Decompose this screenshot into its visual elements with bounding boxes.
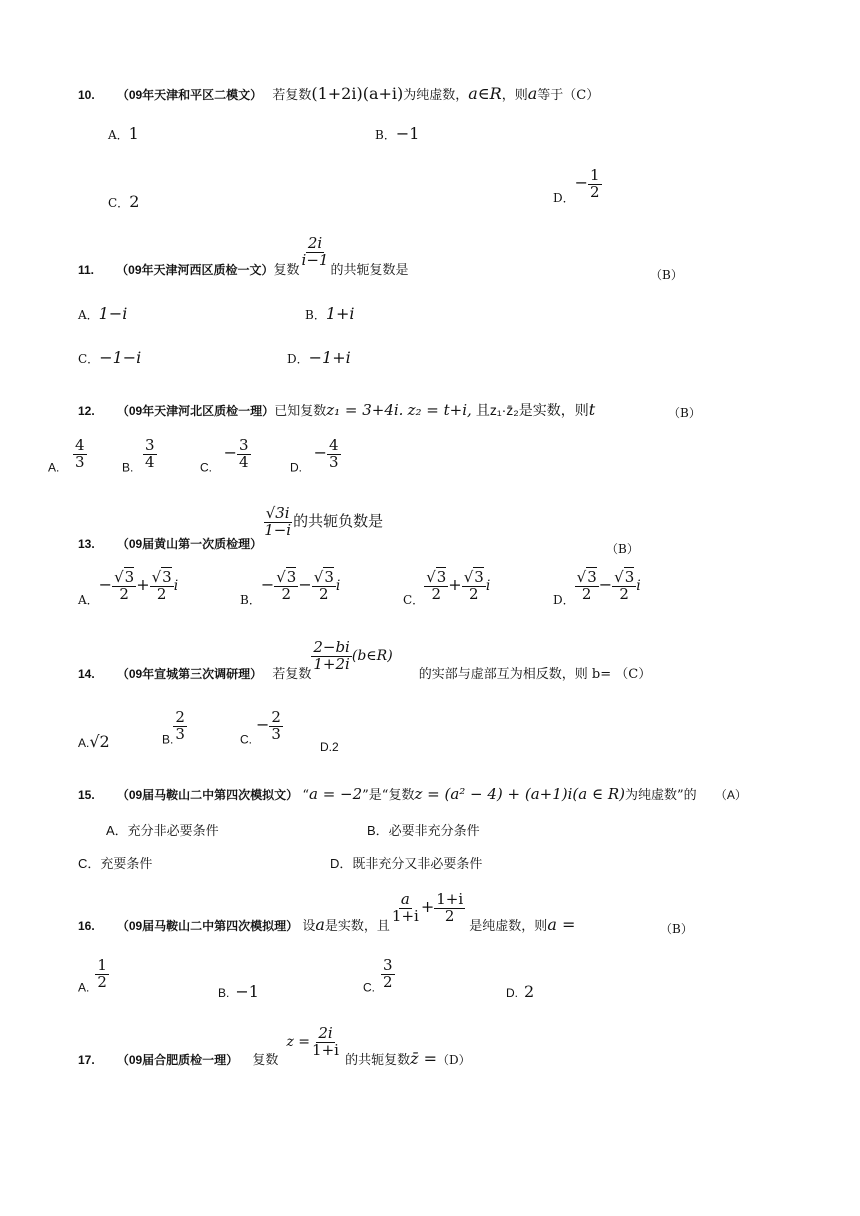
option-fraction — [381, 958, 395, 991]
question-source: （09届马鞍山二中第四次模拟文） — [116, 788, 299, 802]
option-label: C. — [200, 460, 212, 475]
option-value: −1 — [235, 982, 259, 1001]
fraction-numerator: 3 — [239, 436, 249, 454]
question-10 — [78, 84, 599, 103]
option-fraction — [575, 570, 599, 603]
option-c — [363, 958, 395, 995]
option-a — [78, 958, 109, 995]
option-text: 必要非充分条件 — [388, 823, 480, 838]
question-number: 11. — [78, 262, 95, 277]
question-stem: 且z₁·z̄₂是实数，则 — [475, 402, 589, 418]
answer-key: （A） — [714, 788, 747, 802]
question-number: 12. — [78, 404, 95, 418]
option-sign: − — [574, 172, 589, 192]
fraction-denominator: 3 — [329, 452, 339, 471]
imaginary-unit: i — [636, 577, 641, 594]
math-variable: t — [588, 400, 596, 419]
option-value: −1 — [395, 124, 420, 143]
operator: − — [298, 574, 312, 594]
option-value: 2 — [129, 192, 140, 211]
question-stem: ”是“复数 — [362, 788, 415, 803]
option-text: 既非充分又非必要条件 — [352, 856, 483, 871]
question-number: 17. — [78, 1052, 95, 1067]
option-value: −1+i — [308, 348, 351, 367]
sqrt-radicand: 3 — [436, 568, 447, 586]
sqrt-symbol: √ — [276, 568, 286, 586]
fraction-denominator: i−1 — [301, 250, 329, 269]
option-value: 2 — [524, 982, 535, 1001]
fraction-denominator: 2 — [319, 584, 329, 603]
fraction-denominator: 4 — [144, 452, 155, 471]
option-value: √2 — [89, 732, 110, 751]
fraction-numerator: 3 — [144, 436, 155, 454]
sqrt-symbol: √ — [426, 568, 436, 586]
sqrt-symbol: √ — [114, 568, 124, 586]
math-variable: a — [527, 84, 538, 103]
fraction-denominator: 1+2i — [313, 654, 350, 673]
option-fraction — [312, 570, 336, 603]
option-label: A． — [78, 592, 99, 607]
option-label: A． — [78, 308, 99, 322]
option-fraction — [424, 570, 448, 603]
option-b — [305, 304, 355, 323]
option-c — [78, 348, 141, 367]
option-label: B. — [218, 986, 230, 1000]
sqrt-radicand: 3 — [324, 568, 334, 586]
math-expression: z₂ = t+i, — [407, 401, 472, 419]
option-label: D. — [506, 986, 518, 1000]
fraction-denominator: 1+i — [312, 1040, 339, 1059]
fraction-denominator: 2 — [619, 584, 629, 603]
imaginary-unit: i — [335, 577, 341, 594]
option-a — [78, 732, 110, 751]
fraction-denominator: 2 — [119, 584, 129, 603]
answer-key: （B） — [660, 922, 693, 936]
option-label: D． — [553, 190, 575, 205]
question-stem: 的共轭复数是 — [330, 262, 409, 278]
question-stem: 为纯虚数， — [403, 88, 469, 103]
answer-key: （B） — [668, 406, 701, 420]
fraction-denominator: 2 — [281, 584, 292, 603]
option-label: B． — [240, 592, 261, 607]
imaginary-unit: i — [485, 577, 491, 594]
option-label: B． — [305, 308, 326, 322]
option-a — [78, 304, 127, 323]
option-fraction — [95, 958, 109, 991]
stem-fraction — [390, 892, 421, 925]
option-label: D． — [287, 352, 309, 366]
option-b — [240, 570, 340, 608]
math-expression: z̄ = — [410, 1048, 438, 1068]
question-15 — [78, 784, 747, 803]
fraction-denominator: 2 — [431, 584, 442, 603]
math-expression: z₁ = 3+4i. — [326, 401, 404, 419]
option-c — [200, 438, 251, 475]
sqrt-symbol: √ — [463, 568, 474, 586]
fraction-denominator: 2 — [383, 972, 393, 991]
option-fraction — [143, 438, 157, 471]
option-d — [506, 982, 534, 1001]
option-fraction — [327, 438, 341, 471]
question-number: 13. — [78, 536, 95, 551]
fraction-numerator: 1 — [590, 166, 600, 184]
option-fraction — [173, 710, 187, 743]
question-number: 15. — [78, 788, 95, 802]
math-expression: a = — [547, 914, 576, 934]
option-label: B. — [122, 460, 134, 475]
question-stem: 的共轭复数 — [345, 1052, 411, 1068]
question-12 — [78, 400, 595, 420]
sqrt-symbol: √ — [313, 568, 324, 586]
option-c — [403, 570, 490, 608]
option-d — [553, 570, 641, 608]
sqrt-radicand: 3 — [624, 568, 635, 586]
option-b — [367, 820, 480, 839]
option-label: A. — [78, 736, 90, 750]
operator: − — [598, 574, 613, 594]
question-17 — [78, 1026, 471, 1068]
stem-fraction — [310, 1026, 341, 1059]
fraction-numerator: 4 — [74, 436, 85, 454]
answer-key: （B） — [650, 268, 683, 282]
option-a — [78, 570, 178, 608]
fraction-numerator: 3 — [383, 956, 393, 974]
fraction-numerator: 1 — [97, 956, 107, 974]
option-c — [78, 853, 152, 872]
option-d: D.2 — [320, 740, 339, 754]
option-d — [553, 168, 602, 206]
option-fraction — [588, 168, 602, 201]
option-fraction — [612, 570, 636, 603]
fraction-denominator: 1+i — [391, 906, 419, 925]
option-b — [375, 124, 419, 143]
answer-key: （B） — [606, 542, 639, 556]
option-sign: − — [223, 442, 238, 462]
sqrt-radicand: 3 — [474, 568, 484, 586]
imaginary-unit: i — [173, 577, 179, 594]
question-13 — [78, 506, 383, 552]
option-label: B． — [367, 823, 389, 838]
sqrt-radicand: 3 — [124, 568, 135, 586]
math-expression: (b∈R) — [351, 647, 393, 664]
fraction-denominator: 1−i — [264, 520, 292, 539]
option-sign: − — [98, 574, 113, 594]
sqrt-symbol: √ — [151, 568, 162, 586]
stem-fraction — [262, 506, 293, 539]
sqrt-radicand: 3 — [286, 568, 297, 586]
option-fraction — [274, 570, 298, 603]
question-stem: 为纯虚数”的 — [625, 788, 697, 803]
option-a — [108, 124, 139, 143]
option-b — [218, 982, 259, 1001]
option-fraction — [269, 710, 283, 743]
option-text: 充要条件 — [100, 856, 153, 871]
option-fraction — [462, 570, 486, 603]
option-label: A． — [108, 128, 129, 142]
option-d — [290, 438, 341, 475]
math-expression: z = — [286, 1033, 311, 1050]
option-label: B. — [162, 732, 174, 747]
sqrt-symbol: √ — [576, 568, 587, 586]
option-label: A． — [106, 823, 128, 838]
answer-key: （D） — [437, 1052, 471, 1067]
option-sign: − — [260, 574, 275, 594]
option-fraction — [112, 570, 136, 603]
option-label: D. — [290, 460, 302, 475]
option-label: C. — [363, 980, 375, 995]
question-number: 16. — [78, 918, 95, 933]
question-source: （09年宣城第三次调研理） — [116, 666, 263, 681]
option-b — [162, 710, 187, 747]
math-variable: a — [315, 914, 325, 934]
question-number: 10. — [78, 88, 95, 102]
option-label: C． — [403, 592, 425, 607]
question-source: （09届黄山第一次质检理） — [116, 536, 263, 551]
math-expression: a = −2 — [308, 785, 363, 803]
question-16 — [78, 892, 575, 934]
fraction-denominator: 3 — [175, 724, 185, 743]
fraction-denominator: 2 — [581, 584, 592, 603]
fraction-numerator: 2−bi — [313, 638, 350, 656]
question-stem: 若复数 — [272, 88, 312, 103]
question-stem: 是实数，且 — [324, 918, 390, 934]
question-stem: 设 — [302, 918, 316, 934]
fraction-denominator: 2 — [156, 584, 167, 603]
math-expression: z = (a² − 4) + (a+1)i(a ∈ R) — [414, 785, 626, 803]
option-value: 1−i — [98, 304, 128, 323]
option-label: C． — [108, 196, 130, 210]
stem-fraction — [434, 892, 465, 925]
option-c — [240, 710, 283, 747]
option-text: 充分非必要条件 — [127, 823, 219, 838]
option-sign: − — [256, 714, 270, 734]
option-label: C． — [78, 352, 100, 366]
fraction-numerator: 2i — [307, 234, 323, 252]
option-sign: − — [313, 442, 328, 462]
option-a — [106, 820, 219, 839]
fraction-numerator: 2i — [318, 1024, 333, 1042]
question-14 — [78, 640, 651, 682]
question-number: 14. — [78, 666, 95, 681]
option-label: A. — [78, 980, 90, 995]
option-value: 1 — [128, 124, 139, 143]
question-source: （09届马鞍山二中第四次模拟理） — [116, 918, 299, 933]
option-fraction — [237, 438, 251, 471]
option-b — [122, 438, 157, 475]
fraction-numerator: 2 — [175, 708, 185, 726]
option-label: C． — [78, 856, 101, 871]
operator: + — [420, 896, 435, 916]
question-source: （09年天津河西区质检一文） — [116, 262, 274, 277]
option-label: B． — [375, 128, 396, 142]
question-stem: 的实部与虚部互为相反数，则 b= （C） — [418, 666, 652, 682]
fraction-denominator: 2 — [468, 584, 479, 603]
question-stem: 复数 — [252, 1052, 279, 1068]
fraction-denominator: 2 — [444, 906, 455, 925]
fraction-numerator: 4 — [329, 436, 339, 454]
fraction-numerator: 2 — [271, 708, 281, 726]
fraction-denominator: 4 — [239, 452, 249, 471]
option-d — [330, 853, 482, 872]
fraction-denominator: 2 — [590, 182, 600, 201]
sqrt-radicand: 3 — [587, 568, 597, 586]
option-fraction — [150, 570, 174, 603]
question-11 — [78, 236, 408, 278]
fraction-numerator: 1+i — [436, 890, 464, 908]
question-stem: 若复数 — [272, 666, 312, 682]
fraction-denominator: 2 — [97, 972, 107, 991]
option-c — [108, 192, 139, 211]
question-stem: ，则 — [501, 88, 528, 103]
stem-fraction — [311, 640, 352, 673]
question-source: （09年天津和平区二模文） — [116, 88, 263, 102]
question-stem: “ — [302, 788, 309, 803]
question-stem: 复数 — [273, 262, 300, 278]
fraction-denominator: 3 — [271, 724, 281, 743]
operator: + — [136, 574, 150, 594]
fraction-denominator: 3 — [74, 452, 85, 471]
sqrt-symbol: √ — [614, 568, 624, 586]
fraction-numerator: √3i — [265, 504, 290, 522]
question-stem: 的共轭负数是 — [293, 512, 384, 530]
option-a — [48, 438, 87, 475]
sqrt-radicand: 3 — [162, 568, 172, 586]
math-expression: a∈R — [468, 84, 502, 103]
operator: + — [448, 574, 462, 594]
question-source: （09届合肥质检一理） — [116, 1052, 239, 1067]
stem-fraction — [300, 236, 331, 269]
math-expression: (1+2i)(a+i) — [311, 84, 404, 103]
question-stem: 已知复数 — [274, 404, 327, 419]
question-source: （09年天津河北区质检一理） — [116, 404, 275, 418]
fraction-numerator: a — [400, 890, 410, 908]
option-fraction — [73, 438, 87, 471]
question-stem: 等于（C） — [537, 88, 600, 103]
option-value: −1−i — [99, 348, 142, 367]
option-label: D． — [330, 856, 353, 871]
option-d — [287, 348, 351, 367]
option-label: C. — [240, 732, 252, 747]
option-value: 1+i — [325, 304, 355, 323]
option-label: D． — [553, 592, 575, 607]
option-label: A. — [48, 460, 60, 475]
question-stem: 是纯虚数，则 — [469, 918, 548, 934]
